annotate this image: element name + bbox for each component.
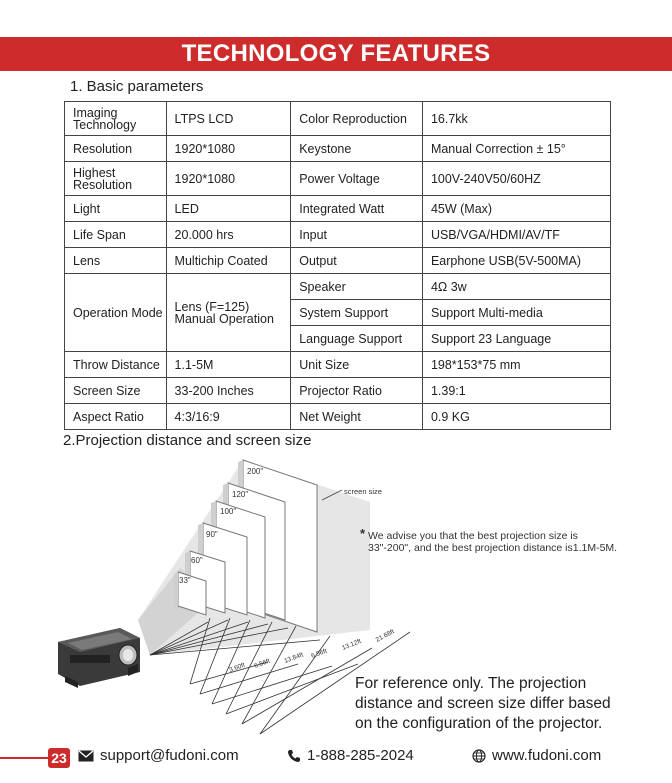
param-value: 16.7kk	[422, 102, 610, 136]
footer-website[interactable]	[472, 747, 601, 764]
projector-icon	[58, 628, 140, 688]
email-text: support@fudoni.com	[100, 747, 239, 764]
param-label: Keystone	[291, 136, 423, 162]
table-row	[65, 404, 611, 430]
globe-icon	[472, 749, 486, 763]
table-row	[65, 352, 611, 378]
param-value: 1920*1080	[166, 136, 291, 162]
table-row	[65, 196, 611, 222]
distance-label: 21.68ft	[374, 628, 396, 644]
param-value: LTPS LCD	[166, 102, 291, 136]
table-row	[65, 274, 611, 300]
screen-size-label-text: screen size	[344, 487, 382, 496]
param-label: Life Span	[65, 222, 167, 248]
param-value: Earphone USB(5V-500MA)	[422, 248, 610, 274]
website-text: www.fudoni.com	[492, 747, 602, 764]
reference-text: For reference only. The projection distance and screen size differ based on the configuration of the projector.	[355, 675, 611, 732]
page-number: 23	[48, 748, 70, 768]
param-value: 1.1-5M	[166, 352, 291, 378]
param-label: Imaging Technology	[65, 102, 167, 136]
param-value: Lens (F=125) Manual Operation	[166, 274, 291, 352]
screen-size-label: 120"	[232, 490, 249, 499]
param-label: System Support	[291, 300, 423, 326]
param-label: Net Weight	[291, 404, 423, 430]
param-label: Lens	[65, 248, 167, 274]
table-row	[65, 222, 611, 248]
distance-label: 13.12ft	[341, 637, 363, 652]
param-value: Multichip Coated	[166, 248, 291, 274]
param-value: 45W (Max)	[422, 196, 610, 222]
param-label: Unit Size	[291, 352, 423, 378]
param-value: 0.9 KG	[422, 404, 610, 430]
table-row	[65, 378, 611, 404]
param-value: Manual Correction ± 15°	[422, 136, 610, 162]
param-label: Input	[291, 222, 423, 248]
param-label: Language Support	[291, 326, 423, 352]
param-value: 198*153*75 mm	[422, 352, 610, 378]
param-value: LED	[166, 196, 291, 222]
param-label: Throw Distance	[65, 352, 167, 378]
page-title-banner	[0, 37, 672, 71]
param-value: 4Ω 3w	[422, 274, 610, 300]
param-value: 33-200 Inches	[166, 378, 291, 404]
distance-label: 13.84ft	[283, 651, 305, 665]
param-label: Projector Ratio	[291, 378, 423, 404]
page-title: TECHNOLOGY FEATURES	[181, 40, 491, 67]
screen-size-label: 200"	[247, 467, 264, 476]
param-value: 20.000 hrs	[166, 222, 291, 248]
param-label: Highest Resolution	[65, 162, 167, 196]
table-row	[65, 102, 611, 136]
param-label: Color Reproduction	[291, 102, 423, 136]
param-value: Support 23 Language	[422, 326, 610, 352]
footer-email[interactable]	[78, 747, 239, 764]
param-label: Aspect Ratio	[65, 404, 167, 430]
page-footer	[0, 745, 672, 773]
param-value: 100V-240V50/60HZ	[422, 162, 610, 196]
section-title-projection: 2.Projection distance and screen size	[63, 432, 312, 449]
param-label: Power Voltage	[291, 162, 423, 196]
screen-size-label: 90"	[206, 530, 218, 539]
param-label: Screen Size	[65, 378, 167, 404]
param-label: Speaker	[291, 274, 423, 300]
screen-size-label: 60"	[191, 556, 203, 565]
mail-icon	[78, 750, 94, 762]
param-label: Resolution	[65, 136, 167, 162]
param-label: Light	[65, 196, 167, 222]
param-label: Output	[291, 248, 423, 274]
table-row	[65, 162, 611, 196]
param-value: 1920*1080	[166, 162, 291, 196]
param-value: Support Multi-media	[422, 300, 610, 326]
distance-label: 6.56ft	[253, 657, 271, 670]
param-label: Operation Mode	[65, 274, 167, 352]
footer-phone[interactable]	[287, 747, 414, 764]
note-text: We advise you that the best projection size is 33"-200", and the best projection distance is1.1M-5M.	[368, 530, 618, 554]
distance-label: 3.60ft	[228, 661, 246, 674]
screen-size-label: 100"	[220, 507, 237, 516]
param-value: 1.39:1	[422, 378, 610, 404]
param-value: 4:3/16:9	[166, 404, 291, 430]
distance-label: 6.56ft	[310, 647, 328, 660]
table-row	[65, 248, 611, 274]
phone-text: 1-888-285-2024	[307, 747, 414, 764]
asterisk-icon: *	[360, 526, 366, 541]
phone-icon	[287, 749, 301, 763]
table-row	[65, 136, 611, 162]
param-value: USB/VGA/HDMI/AV/TF	[422, 222, 610, 248]
screen-size-label: 33"	[179, 576, 191, 585]
param-label: Integrated Watt	[291, 196, 423, 222]
parameters-table	[64, 101, 611, 430]
projection-note	[360, 526, 618, 554]
section-title-basic-parameters: 1. Basic parameters	[70, 78, 204, 95]
